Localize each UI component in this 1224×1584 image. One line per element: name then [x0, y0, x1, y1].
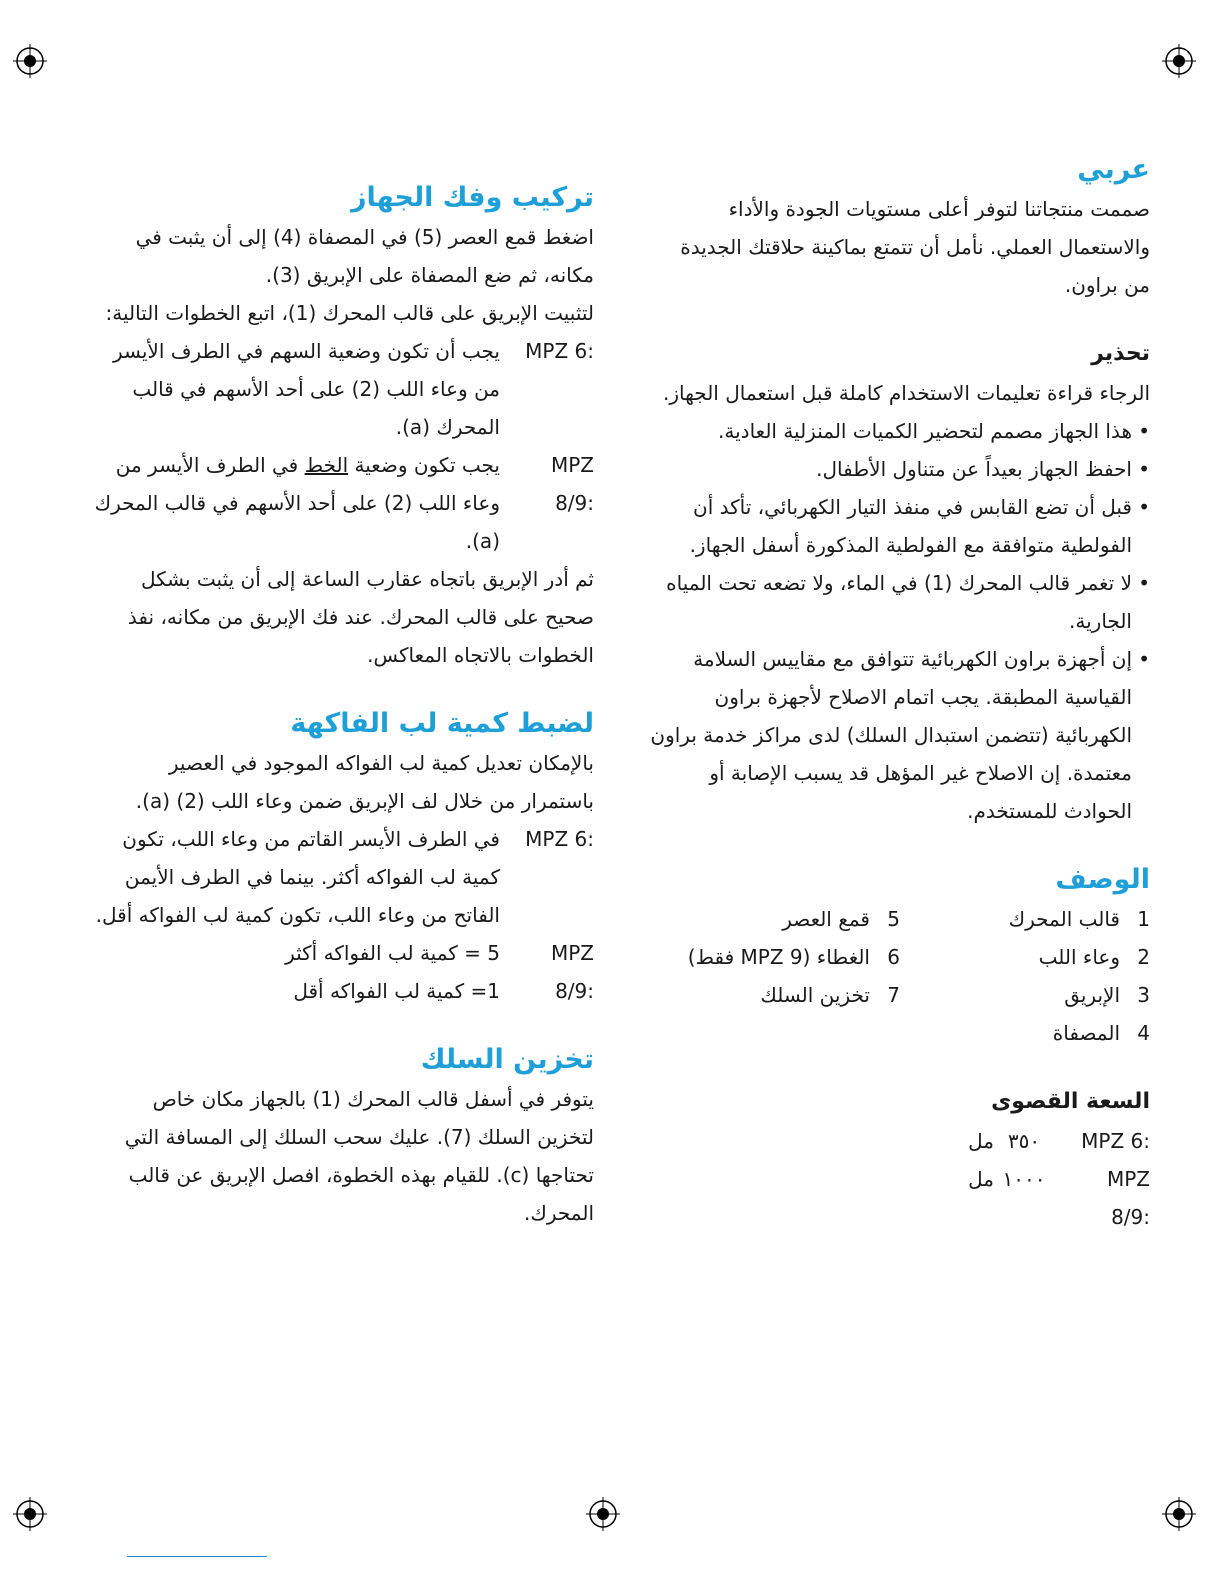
footer-rule	[127, 1556, 267, 1557]
list-item: • إن أجهزة براون الكهربائية تتوافق مع مقاييس السلامة القياسية المطبقة. يجب اتمام الاصلاح لأجهزة براون الكهربائية (تتضمن استبدال السلك) لدى مراكز خدمة براون معتمدة. إن الاصلاح غير المؤهل قد يسبب الإصابة أو الحوادث للمستخدم.	[648, 640, 1150, 830]
left-column	[94, 178, 594, 1232]
list-item: 1 قالب المحرك	[1008, 907, 1150, 931]
registration-mark-icon	[13, 1497, 47, 1531]
registration-mark-icon	[13, 44, 47, 78]
list-item: • احفظ الجهاز بعيداً عن متناول الأطفال.	[648, 450, 1150, 488]
parts-list	[648, 900, 1150, 1052]
pulp-paragraph: بالإمكان تعديل كمية لب الفواكه الموجود في العصير باستمرار من خلال لف الإبريق ضمن وعاء اللب (2) (a).	[135, 751, 594, 813]
capacity-heading: السعة القصوى	[991, 1089, 1150, 1114]
assembly-paragraph: اضغط قمع العصر (5) في المصفاة (4) إلى أن يثبت في مكانه، ثم ضع المصفاة على الإبريق (3).	[135, 225, 594, 287]
warning-paragraph: الرجاء قراءة تعليمات الاستخدام كاملة قبل استعمال الجهاز.	[662, 381, 1150, 405]
cord-heading: تخزين السلك	[420, 1044, 594, 1075]
registration-mark-icon	[586, 1497, 620, 1531]
list-item: 5 قمع العصر	[782, 907, 900, 931]
model-instruction: MPZ 8/9: يجب تكون وضعية الخط في الطرف الأيسر من وعاء اللب (2) على أحد الأسهم في قالب المحرك (a).	[94, 453, 594, 553]
list-item: 2 وعاء اللب	[1038, 945, 1150, 969]
capacity-row: MPZ 8/9: ١٠٠٠ مل	[968, 1167, 1150, 1229]
list-item: • لا تغمر قالب المحرك (1) في الماء، ولا تضعه تحت المياه الجارية.	[648, 564, 1150, 640]
right-column	[648, 150, 1150, 1236]
warning-heading: تحذير	[1091, 341, 1150, 366]
model-instruction: MPZ 6: في الطرف الأيسر القاتم من وعاء اللب، تكون كمية لب الفواكه أكثر. بينما في الطرف الأيمن الفاتح من وعاء اللب، تكون كمية لب الفواكه أقل.	[95, 827, 594, 927]
capacity-row: MPZ 6: ٣٥٠ مل	[968, 1129, 1150, 1153]
list-item: 3 الإبريق	[1064, 983, 1150, 1007]
language-title: عربي	[1077, 154, 1150, 185]
registration-mark-icon	[1162, 44, 1196, 78]
assembly-paragraph: ثم أدر الإبريق باتجاه عقارب الساعة إلى أن يثبت بشكل صحيح على قالب المحرك. عند فك الإبريق من مكانه، نفذ الخطوات بالاتجاه المعاكس.	[127, 567, 594, 667]
warning-list	[648, 412, 1150, 830]
description-heading: الوصف	[1055, 864, 1150, 895]
model-instruction: MPZ 8/9: 5 = كمية لب الفواكه أكثر 1= كمية لب الفواكه أقل	[285, 941, 594, 1003]
list-item: • هذا الجهاز مصمم لتحضير الكميات المنزلية العادية.	[648, 412, 1150, 450]
cord-paragraph: يتوفر في أسفل قالب المحرك (1) بالجهاز مكان خاص لتخزين السلك (7). عليك سحب السلك إلى المسافة التي تحتاجها (c). للقيام بهذه الخطوة، افصل الإبريق عن قالب المحرك.	[124, 1087, 594, 1225]
list-item: 4 المصفاة	[1052, 1021, 1150, 1045]
pulp-heading: لضبط كمية لب الفاكهة	[290, 708, 594, 739]
assembly-heading: تركيب وفك الجهاز	[351, 182, 594, 213]
intro-paragraph: صممت منتجاتنا لتوفر أعلى مستويات الجودة والأداء والاستعمال العملي. نأمل أن تتمتع بماكينة حلاقتك الجديدة من براون.	[680, 197, 1150, 297]
registration-mark-icon	[1162, 1497, 1196, 1531]
list-item: 6 الغطاء (MPZ 9 فقط)	[687, 945, 900, 969]
list-item: 7 تخزين السلك	[760, 983, 900, 1007]
list-item: • قبل أن تضع القابس في منفذ التيار الكهربائي، تأكد أن الفولطية متوافقة مع الفولطية المذكورة أسفل الجهاز.	[648, 488, 1150, 564]
model-instruction: MPZ 6: يجب أن تكون وضعية السهم في الطرف الأيسر من وعاء اللب (2) على أحد الأسهم في قالب المحرك (a).	[112, 339, 594, 439]
assembly-paragraph: لتثبيت الإبريق على قالب المحرك (1)، اتبع الخطوات التالية:	[105, 301, 594, 325]
